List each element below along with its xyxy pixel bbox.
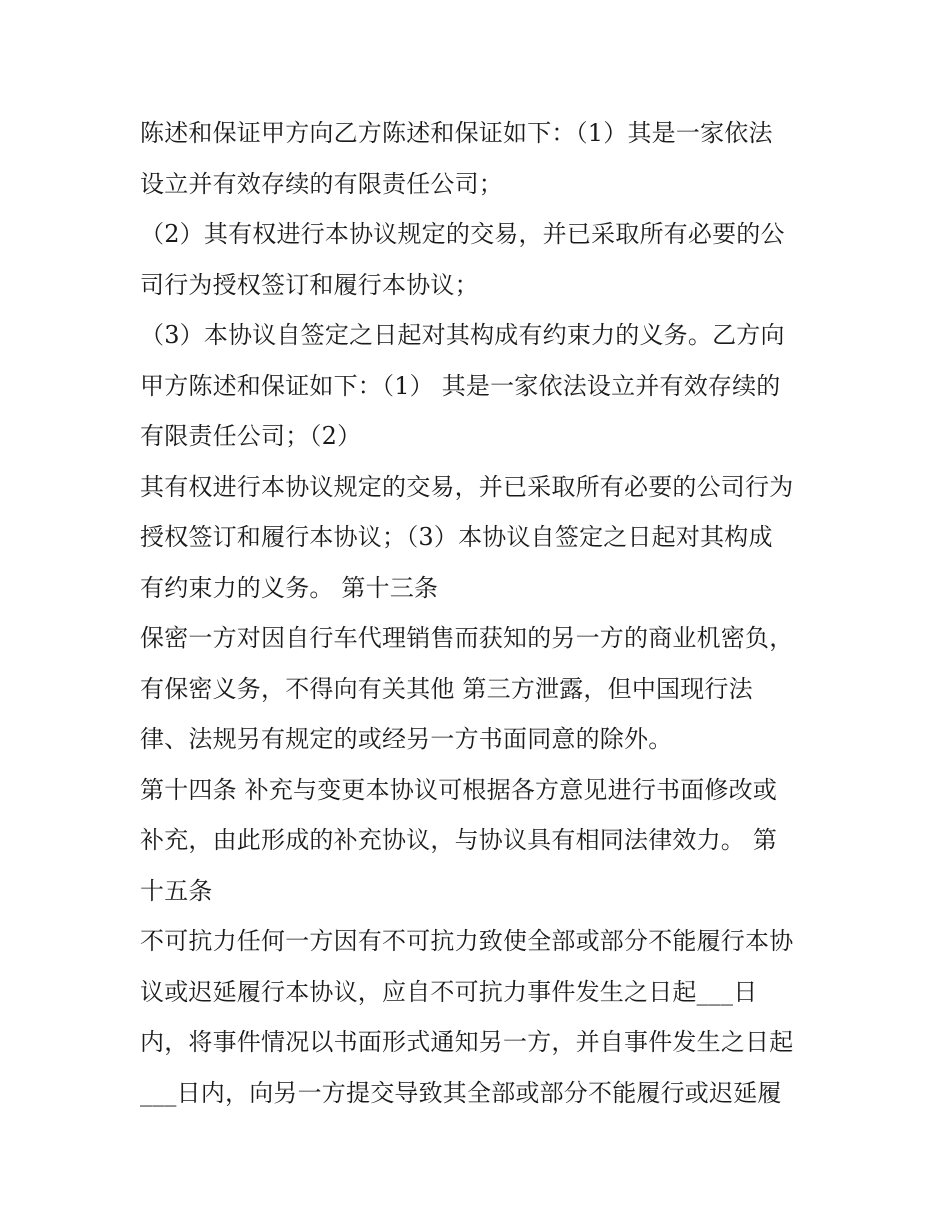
- text-line: 司行为授权签订和履行本协议；: [140, 270, 479, 299]
- text-line: 十五条: [140, 876, 213, 905]
- text-line: 有约束力的义务。 第十三条: [140, 573, 439, 602]
- text-line: ___日内，向另一方提交导致其全部或部分不能履行或迟延履: [140, 1078, 782, 1107]
- text-line: 第十四条 补充与变更本协议可根据各方意见进行书面修改或: [140, 775, 778, 804]
- text-line: 有限责任公司；（2）: [140, 422, 362, 450]
- text-line: 陈述和保证甲方向乙方陈述和保证如下：（1）其是一家依法: [140, 119, 773, 147]
- text-line: 其有权进行本协议规定的交易，并已采取所有必要的公司行为: [140, 472, 794, 501]
- text-line: 有保密义务，不得向有关其他 第三方泄露，但中国现行法: [140, 674, 753, 703]
- text-line: 律、法规另有规定的或经另一方书面同意的除外。: [140, 725, 673, 753]
- document-body: [140, 108, 830, 1118]
- text-line: 补充，由此形成的补充协议，与协议具有相同法律效力。 第: [140, 826, 778, 854]
- text-line: 内，将事件情况以书面形式通知另一方，并自事件发生之日起: [140, 1028, 794, 1056]
- text-line: 不可抗力任何一方因有不可抗力致使全部或部分不能履行本协: [140, 927, 794, 955]
- text-line: 保密一方对因自行车代理销售而获知的另一方的商业机密负，: [140, 624, 794, 652]
- text-line: 授权签订和履行本协议；（3）本协议自签定之日起对其构成: [140, 523, 773, 551]
- text-line: 设立并有效存续的有限责任公司；: [140, 169, 503, 198]
- text-line: 议或迟延履行本协议，应自不可抗力事件发生之日起___日: [140, 977, 758, 1006]
- text-line: （2）其有权进行本协议规定的交易，并已采取所有必要的公: [140, 220, 785, 248]
- text-line: 甲方陈述和保证如下：（1） 其是一家依法设立并有效存续的: [140, 371, 781, 400]
- text-line: （3）本协议自签定之日起对其构成有约束力的义务。乙方向: [140, 321, 785, 349]
